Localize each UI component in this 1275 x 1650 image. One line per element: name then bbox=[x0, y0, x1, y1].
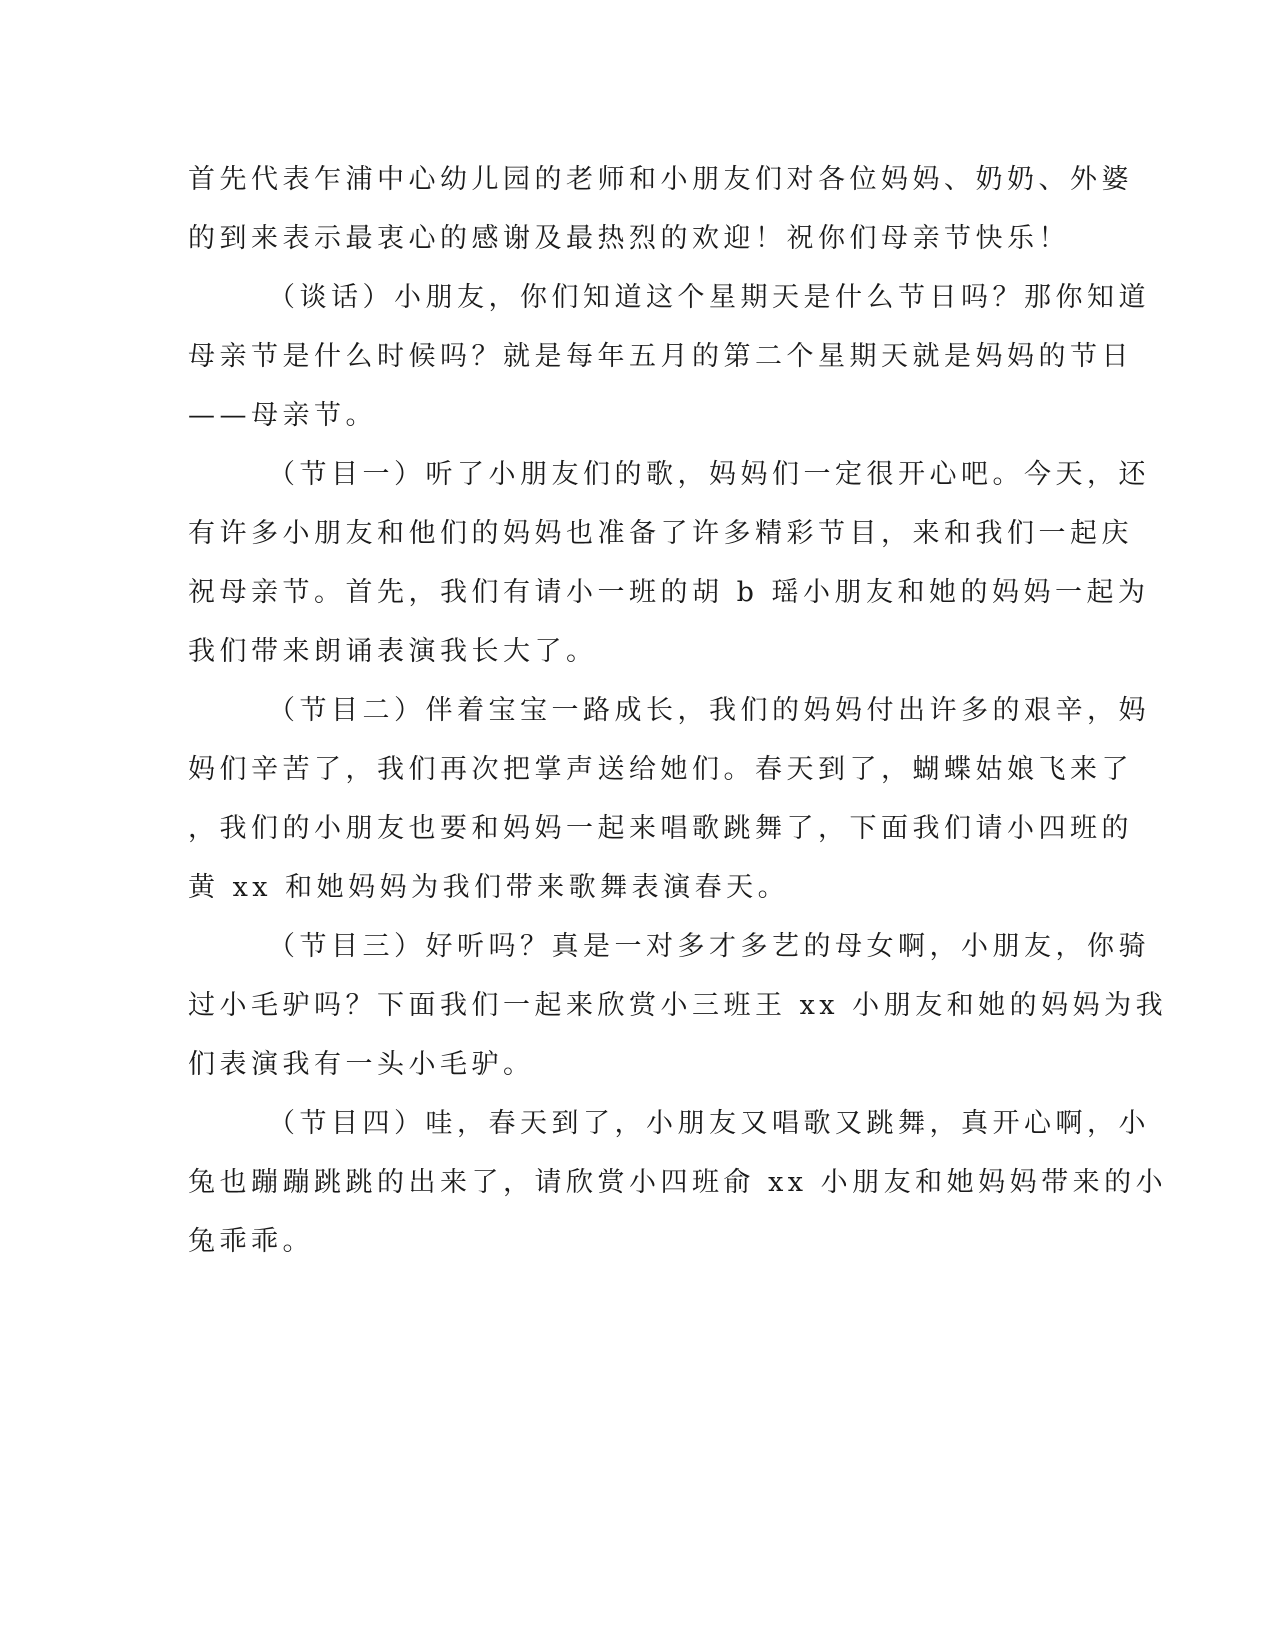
text-line: （谈话）小朋友，你们知道这个星期天是什么节日吗？那你知道 bbox=[268, 282, 1150, 313]
text-line: ，我们的小朋友也要和妈妈一起来唱歌跳舞了，下面我们请小四班的 bbox=[188, 813, 1133, 844]
text-line: 的到来表示最衷心的感谢及最热烈的欢迎！祝你们母亲节快乐！ bbox=[188, 223, 1070, 254]
text-line: 们表演我有一头小毛驴。 bbox=[188, 1049, 535, 1080]
text-line: （节目一）听了小朋友们的歌，妈妈们一定很开心吧。今天，还 bbox=[268, 459, 1150, 490]
text-line: （节目四）哇，春天到了，小朋友又唱歌又跳舞，真开心啊，小 bbox=[268, 1108, 1150, 1139]
text-line: 首先代表乍浦中心幼儿园的老师和小朋友们对各位妈妈、奶奶、外婆 bbox=[188, 164, 1133, 195]
text-line: 过小毛驴吗？下面我们一起来欣赏小三班王 xx 小朋友和她的妈妈为我 bbox=[188, 990, 1168, 1021]
text-line: ——母亲节。 bbox=[188, 400, 377, 431]
text-line: 兔也蹦蹦跳跳的出来了，请欣赏小四班俞 xx 小朋友和她妈妈带来的小 bbox=[188, 1167, 1168, 1198]
text-line: 妈们辛苦了，我们再次把掌声送给她们。春天到了，蝴蝶姑娘飞来了 bbox=[188, 754, 1133, 785]
text-line: （节目二）伴着宝宝一路成长，我们的妈妈付出许多的艰辛，妈 bbox=[268, 695, 1150, 726]
text-line: 兔乖乖。 bbox=[188, 1226, 314, 1257]
text-line: 母亲节是什么时候吗？就是每年五月的第二个星期天就是妈妈的节日 bbox=[188, 341, 1133, 372]
text-line: 我们带来朗诵表演我长大了。 bbox=[188, 636, 598, 667]
text-line: 祝母亲节。首先，我们有请小一班的胡 b 瑶小朋友和她的妈妈一起为 bbox=[188, 577, 1150, 608]
text-line: （节目三）好听吗？真是一对多才多艺的母女啊，小朋友，你骑 bbox=[268, 931, 1150, 962]
text-line: 有许多小朋友和他们的妈妈也准备了许多精彩节目，来和我们一起庆 bbox=[188, 518, 1133, 549]
text-line: 黄 xx 和她妈妈为我们带来歌舞表演春天。 bbox=[188, 872, 790, 903]
